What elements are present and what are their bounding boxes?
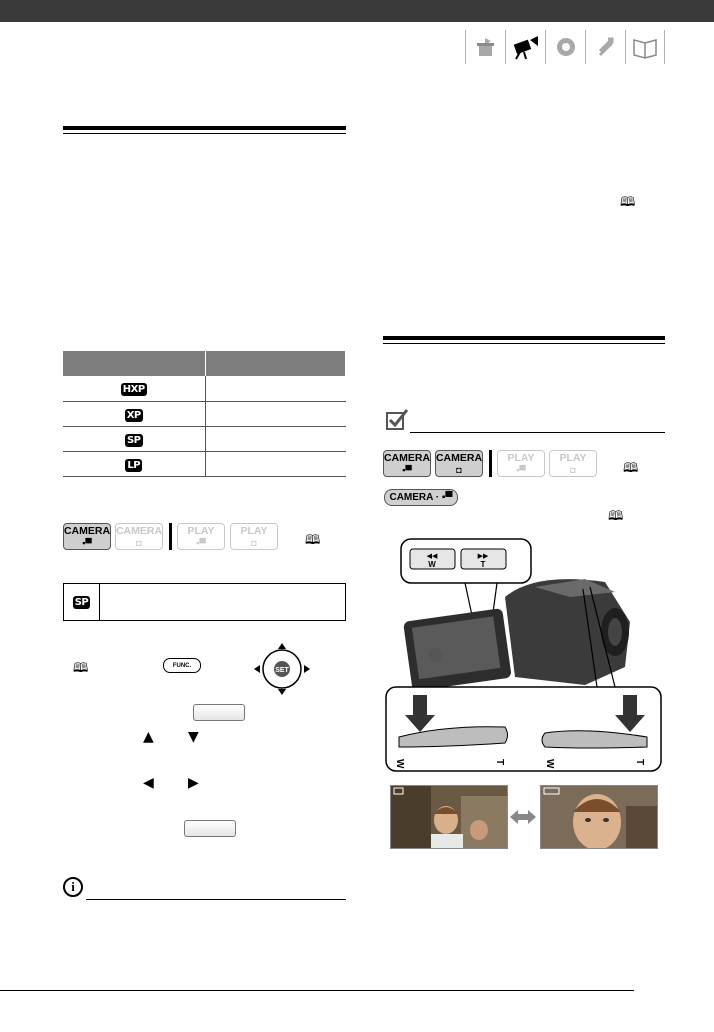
zoom-wide-label: W	[428, 560, 436, 569]
note-icon: i	[63, 877, 83, 897]
left-arrow-icon: ◀	[143, 775, 154, 791]
down-arrow-icon: ▼	[188, 729, 199, 745]
right-arrow-icon: ▶	[188, 775, 199, 791]
movie-camera-icon[interactable]	[505, 30, 545, 64]
book-reference-icon: 🕮	[623, 461, 639, 476]
section-rule	[63, 126, 346, 130]
mode-button-label: PLAY	[240, 524, 268, 537]
photo-icon: ◘	[251, 537, 257, 548]
table-cell	[205, 401, 346, 426]
table-row	[63, 451, 346, 476]
table-row	[63, 401, 346, 426]
book-reference-icon: 🕮	[305, 533, 321, 548]
table-cell	[205, 426, 346, 451]
lever-wide-label: W	[544, 759, 555, 769]
zoom-wide-arrows: ◀◀	[426, 552, 438, 560]
table-cell	[205, 451, 346, 476]
camera-icon[interactable]	[545, 30, 585, 64]
default-setting-box	[63, 583, 346, 621]
mode-button-play-photo	[230, 523, 278, 550]
mode-badge-hxp: HXP	[122, 384, 145, 396]
default-mode-badge: SP	[74, 596, 89, 608]
zoom-tele-label: T	[480, 560, 486, 569]
top-band	[0, 0, 714, 22]
mode-button-play-photo	[549, 450, 597, 477]
mode-badge-sp: SP	[126, 434, 141, 446]
note-rule	[86, 899, 346, 900]
photo-icon: ◘	[570, 464, 576, 475]
chapter-nav	[465, 30, 665, 64]
up-arrow-icon: ▲	[143, 729, 154, 745]
movie-icon: ▪▀	[516, 464, 526, 475]
photo-icon: ◘	[136, 537, 142, 548]
movie-icon: ▪▀	[196, 537, 206, 548]
checklist-icon	[384, 407, 410, 433]
zoom-tele-arrows: ▶▶	[477, 552, 489, 560]
mode-button-label: PLAY	[187, 524, 215, 537]
mode-button-camera-dual: CAMERA · ▪▀	[384, 489, 458, 506]
mode-button-label: PLAY	[507, 451, 535, 464]
mode-badge-xp: XP	[126, 409, 141, 421]
mode-button-label: CAMERA	[435, 451, 483, 464]
book-icon[interactable]	[625, 30, 665, 64]
table-header-value	[205, 351, 346, 376]
mode-button-label: PLAY	[559, 451, 587, 464]
mode-button-label: CAMERA	[115, 524, 163, 537]
menu-button[interactable]	[193, 704, 245, 721]
movie-icon: ▪▀	[402, 464, 412, 475]
joystick-icon[interactable]	[252, 641, 312, 697]
book-reference-icon: 🕮	[620, 195, 636, 210]
mode-separator	[489, 450, 492, 477]
lever-wide-label: W	[394, 759, 405, 769]
mode-badge-lp: LP	[127, 459, 141, 471]
wide-angle-photo	[390, 785, 508, 849]
section-rule	[383, 336, 665, 340]
preparations-icon[interactable]	[465, 30, 505, 64]
lever-tele-label: T	[634, 759, 645, 766]
mode-separator	[169, 523, 172, 550]
menu-button[interactable]	[184, 820, 236, 837]
footer-rule	[0, 990, 634, 991]
mode-button-label: CAMERA	[383, 451, 431, 464]
mode-button-label: CAMERA	[63, 524, 111, 537]
mode-button-play-movie	[177, 523, 225, 550]
checklist-rule	[410, 432, 665, 433]
movie-icon: ▪▀	[82, 537, 92, 548]
table-row	[63, 376, 346, 401]
book-reference-icon: 🕮	[608, 509, 624, 524]
joystick-center-label: SET	[275, 667, 289, 674]
table-row	[63, 426, 346, 451]
mode-button-camera-photo	[115, 523, 163, 550]
mode-button-camera-movie	[63, 523, 111, 550]
section-rule-thin	[383, 343, 665, 344]
lever-tele-label: T	[494, 759, 505, 766]
camcorder-zoom-illustration	[385, 537, 663, 775]
photo-icon: ◘	[456, 464, 462, 475]
recording-mode-table	[63, 351, 346, 477]
table-header-mode	[63, 351, 205, 376]
book-reference-icon: 🕮	[73, 661, 89, 676]
mode-button-camera-movie	[383, 450, 431, 477]
mode-button-camera-photo	[435, 450, 483, 477]
double-arrow-icon	[509, 808, 537, 826]
section-rule-thin	[63, 133, 346, 134]
telephoto-photo	[540, 785, 658, 849]
mode-button-play-movie	[497, 450, 545, 477]
func-button[interactable]: FUNC.	[163, 658, 201, 673]
table-cell	[205, 376, 346, 401]
transfer-icon[interactable]	[585, 30, 625, 64]
